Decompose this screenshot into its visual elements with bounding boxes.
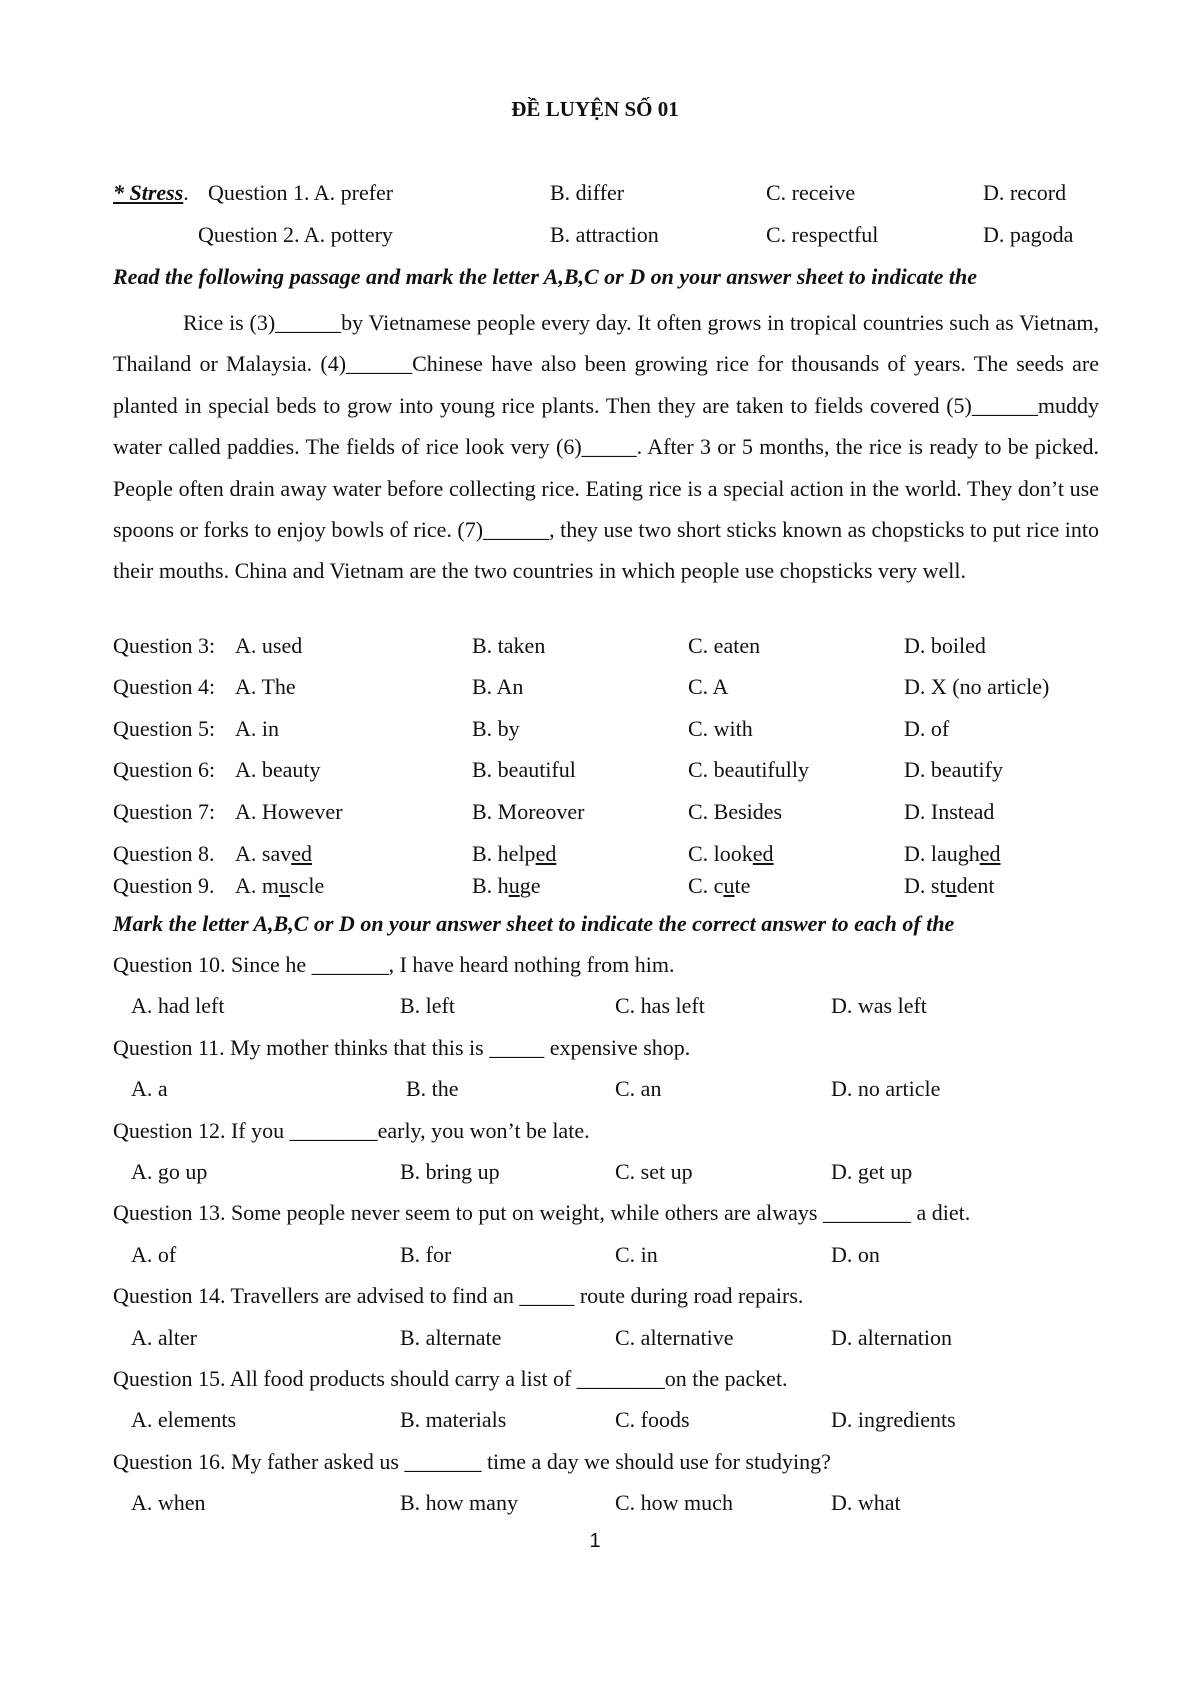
grammar-question-stem xyxy=(0,1200,1190,1230)
grammar-question-stem xyxy=(0,1035,1190,1065)
question-text: Question 11. My mother thinks that this is _____ expensive shop. xyxy=(113,1034,691,1060)
option-b: B. left xyxy=(400,993,455,1019)
option-text: scle xyxy=(290,873,325,898)
option-text: D. laugh xyxy=(904,841,980,866)
underlined-sound: u xyxy=(723,873,735,898)
option-d: D. on xyxy=(831,1241,880,1267)
option-d: D. X (no article) xyxy=(904,674,1050,700)
question-text: Question 16. My father asked us _______ time a day we should use for studying? xyxy=(113,1448,831,1474)
grammar-question-options xyxy=(0,1407,1190,1437)
option-text: A. sav xyxy=(235,841,292,866)
option-text: ge xyxy=(519,873,541,898)
option-b: B. the xyxy=(406,1076,459,1102)
option-text: C. c xyxy=(688,873,724,898)
option-d xyxy=(904,873,994,899)
option-d: D. beautify xyxy=(904,757,1003,783)
option-d: D. what xyxy=(831,1490,901,1516)
option-c xyxy=(688,841,774,867)
option-a: A. of xyxy=(131,1241,177,1267)
question-number: Question 9. xyxy=(113,873,215,898)
option-a: A. elements xyxy=(131,1407,237,1433)
grammar-question-stem xyxy=(0,1118,1190,1148)
question-text: Question 14. Travellers are advised to find an _____ route during road repairs. xyxy=(113,1283,804,1309)
reading-instruction: Read the following passage and mark the letter A,B,C or D on your answer sheet to indicate the xyxy=(113,264,977,289)
option-d: D. record xyxy=(983,180,1067,205)
reading-question-row xyxy=(0,799,1190,829)
option-c: C. set up xyxy=(615,1159,693,1184)
question-number: Question 4: xyxy=(113,674,216,700)
option-b: B. attraction xyxy=(550,222,659,247)
option-c: C. A xyxy=(688,674,729,700)
grammar-question-options xyxy=(0,993,1190,1023)
reading-question-row xyxy=(0,716,1190,746)
stress-label-wrap: * Stress. xyxy=(113,180,189,205)
option-b: B. taken xyxy=(472,633,546,658)
option-text: dent xyxy=(956,873,995,898)
option-d: D. pagoda xyxy=(983,222,1074,247)
question-text: Question 10. Since he _______, I have heard nothing from him. xyxy=(113,952,675,977)
option-d: D. Instead xyxy=(904,798,995,824)
grammar-question-options xyxy=(0,1242,1190,1272)
grammar-question-stem xyxy=(0,1366,1190,1396)
underlined-sound: u xyxy=(508,873,520,898)
underlined-sound: u xyxy=(945,873,957,898)
option-text: D. st xyxy=(904,873,946,898)
option-a xyxy=(235,873,324,899)
grammar-question-options xyxy=(0,1490,1190,1520)
option-a: A. in xyxy=(235,715,279,741)
option-a xyxy=(235,841,312,867)
option-b: B. materials xyxy=(400,1407,507,1433)
underlined-sound: ed xyxy=(752,841,774,866)
question-text: Question 12. If you ________early, you won’t be late. xyxy=(113,1117,590,1143)
grammar-question-stem xyxy=(0,1449,1190,1479)
option-b: B. differ xyxy=(550,180,625,205)
underlined-sound: ed xyxy=(535,841,557,866)
option-a: A. a xyxy=(131,1076,168,1102)
question-number: Question 3: xyxy=(113,633,216,658)
grammar-question-stem xyxy=(0,1283,1190,1313)
reading-question-row xyxy=(0,633,1190,663)
option-c: C. in xyxy=(615,1241,658,1267)
option-d: D. get up xyxy=(831,1159,913,1184)
option-d: D. was left xyxy=(831,993,927,1019)
option-c: C. alternative xyxy=(615,1324,734,1350)
option-text: B. h xyxy=(472,873,509,898)
stress-question-1 xyxy=(0,180,1190,210)
option-a: A. beauty xyxy=(235,757,321,783)
stress-question-2 xyxy=(0,222,1190,252)
option-c: C. how much xyxy=(615,1490,733,1516)
option-d: D. no article xyxy=(831,1076,941,1102)
underlined-sound: ed xyxy=(291,841,312,866)
option-b: B. how many xyxy=(400,1490,518,1516)
option-text: B. help xyxy=(472,841,536,866)
option-b xyxy=(472,841,556,867)
pronunciation-question-row xyxy=(0,841,1190,871)
reading-passage xyxy=(113,302,1099,592)
option-d: D. ingredients xyxy=(831,1407,956,1433)
option-a: A. alter xyxy=(131,1324,197,1350)
option-text: A. m xyxy=(235,873,279,898)
grammar-question-options xyxy=(0,1159,1190,1189)
option-b: B. bring up xyxy=(400,1159,500,1184)
reading-question-row xyxy=(0,757,1190,787)
question-number: Question 8. xyxy=(113,841,215,866)
option-text: te xyxy=(734,873,751,898)
question-number: Question 5: xyxy=(113,715,216,741)
question-text: Question 15. All food products should carry a list of ________on the packet. xyxy=(113,1366,788,1391)
option-b: B. Moreover xyxy=(472,798,585,824)
option-c: C. an xyxy=(615,1076,662,1102)
underlined-sound: u xyxy=(279,873,290,898)
question-number: Question 6: xyxy=(113,757,216,783)
option-b: B. by xyxy=(472,715,520,741)
option-d: D. boiled xyxy=(904,633,986,658)
option-c: C. with xyxy=(688,715,753,741)
option-a: A. when xyxy=(131,1490,206,1516)
option-b: B. An xyxy=(472,674,524,700)
underlined-sound: ed xyxy=(979,841,1001,866)
option-a: A. had left xyxy=(131,993,225,1019)
grammar-question-options xyxy=(0,1325,1190,1355)
option-a: Question 1. A. prefer xyxy=(208,180,394,205)
option-text: C. look xyxy=(688,841,753,866)
passage-text: Rice is (3)______by Vietnamese people every day. It often grows in tropical countries such as Vietnam, Thailand or Malaysia. (4)______Chinese have also been growing rice for thousands of years. The seeds are planted in special beds to grow into young rice plants. Then they are taken to fields covered (5)______muddy water called paddies. The fields of rice look very (6)_____. After 3 or 5 months, the rice is ready to be picked. People often drain away water before collecting rice. Eating rice is a special action in the world. They don’t use spoons or forks to enjoy bowls of rice. (7)______, they use two short sticks known as chopsticks to put rice into their mouths. China and Vietnam are the two countries in which people use chopsticks very well. xyxy=(113,310,1099,584)
grammar-question-options xyxy=(0,1076,1190,1106)
option-c: C. foods xyxy=(615,1407,690,1433)
option-c: C. eaten xyxy=(688,633,761,658)
option-c: C. beautifully xyxy=(688,757,809,783)
option-a: A. The xyxy=(235,674,296,700)
option-c: C. respectful xyxy=(766,222,879,247)
option-c xyxy=(688,873,750,899)
option-c: C. receive xyxy=(766,180,856,205)
question-text: Question 13. Some people never seem to put on weight, while others are always ________ a diet. xyxy=(113,1200,971,1226)
option-d: D. of xyxy=(904,715,950,741)
option-b: B. beautiful xyxy=(472,757,576,783)
option-a: A. go up xyxy=(131,1159,208,1184)
option-b: B. for xyxy=(400,1241,452,1267)
reading-question-row xyxy=(0,674,1190,704)
option-a: Question 2. A. pottery xyxy=(198,222,393,247)
page-title: ĐỀ LUYỆN SỐ 01 xyxy=(511,97,679,121)
option-a: A. However xyxy=(235,798,343,824)
pronunciation-question-row xyxy=(0,873,1190,903)
option-c: C. has left xyxy=(615,993,705,1019)
grammar-question-stem xyxy=(0,952,1190,982)
option-b: B. alternate xyxy=(400,1324,502,1350)
option-a: A. used xyxy=(235,633,303,658)
grammar-instruction: Mark the letter A,B,C or D on your answer sheet to indicate the correct answer to each of the xyxy=(113,911,955,936)
option-c: C. Besides xyxy=(688,798,783,824)
page-number: 1 xyxy=(589,1530,601,1552)
option-d xyxy=(904,841,1001,867)
option-d: D. alternation xyxy=(831,1324,952,1350)
question-number: Question 7: xyxy=(113,798,216,824)
stress-label: * Stress xyxy=(113,180,184,205)
option-b xyxy=(472,873,540,899)
